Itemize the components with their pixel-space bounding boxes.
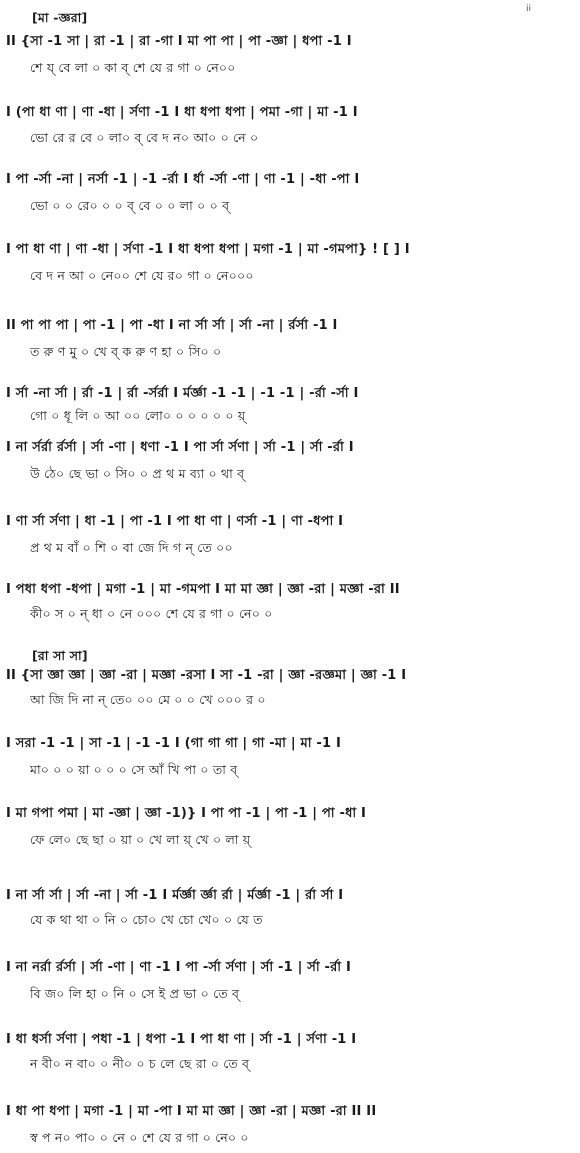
notation-line: II {সা জ্ঞা জ্ঞা | জ্ঞা -রা | মজ্ঞা -রসা I সা -1 -রা | জ্ঞা -রজ্ঞমা | জ্ঞা -1 I <box>6 668 407 683</box>
notation-line: I (পা ধা ণা | ণা -ধা | র্সণা -1 I ধা ধপা ধপা | পমা -গা | মা -1 I <box>6 105 358 120</box>
notation-line: I না র্সা র্সা | র্সা -না | র্সা -1 I র্মর্জ্ঞা র্জ্ঞা র্রা | র্মর্জ্ঞা -1 | র্রা র্সা I <box>6 888 344 903</box>
notation-bracket: [রা সা সা] <box>32 648 88 663</box>
notation-line: II {সা -1 সা | রা -1 | রা -গা I মা পা পা | পা -জ্ঞা | ধপা -1 I <box>6 34 352 49</box>
lyric-line: উ ঠে০ ছে ভা ০ সি০ ০ প্র থ ম ব্যা ০ থা ব্ <box>30 466 245 481</box>
notation-line: I পা ধা ণা | ণা -ধা | র্সণা -1 I ধা ধপা ধপা | মগা -1 | মা -গমপা} ! [ ] I <box>6 242 410 257</box>
lyric-line: আ জি দি না ন্ তে০ ০০ মে ০ ০ খে ০০০ র ০ <box>30 692 266 707</box>
lyric-line: শে য্ বে লা ০ কা ব্ শে যে র গা ০ নে০০ <box>30 60 236 75</box>
lyric-line: ফে লে০ ছে ছা ০ য়া ০ খে লা য়্ খে ০ লা য়্ <box>30 832 251 847</box>
notation-line: I র্সা -না র্সা | র্রা -1 | র্রা -র্সর্রা I র্মর্জ্ঞা -1 -1 | -1 -1 | -র্রা -র্সা I <box>6 386 359 401</box>
lyric-line: স্ব প ন০ পা০ ০ নে ০ শে যে র গা ০ নে০ ০ <box>30 1130 249 1145</box>
notation-line: I ণা র্সা র্সণা | ধা -1 | পা -1 I পা ধা ণা | ণর্সা -1 | ণা -ধপা I <box>6 514 344 529</box>
notation-line: I পধা ধপা -ধপা | মগা -1 | মা -গমপা I মা মা জ্ঞা | জ্ঞা -রা | মজ্ঞা -রা II <box>6 582 400 597</box>
notation-line: I না নর্রা র্রর্সা | র্সা -ণা | ণা -1 I পা -র্সা র্সণা | র্সা -1 | র্সা -র্রা I <box>6 960 352 975</box>
lyric-line: ভো ০ ০ রে০ ০ ০ ব্ বে ০ ০ লা ০ ০ ব্ <box>30 198 230 213</box>
lyric-line: কী০ স ০ ন্ ধা ০ নে ০০০ শে যে র গা ০ নে০ ০ <box>30 606 273 621</box>
page-mark: ii <box>526 4 532 14</box>
lyric-line: প্র থ ম বাঁ ০ শি ০ বা জে দি গ ন্ তে ০০ <box>30 540 233 555</box>
lyric-line: মা০ ০ ০ য়া ০ ০ ০ সে আঁ খি পা ০ তা ব্ <box>30 762 238 777</box>
notation-line: I সরা -1 -1 | সা -1 | -1 -1 I (গা গা গা | গা -মা | মা -1 I <box>6 736 342 751</box>
lyric-line: ভো রে র বে ০ লা০ ব্ বে দ ন০ আ০ ০ নে ০ <box>30 130 259 145</box>
notation-line: I মা গপা পমা | মা -জ্ঞা | জ্ঞা -1)} I পা পা -1 | পা -1 | পা -ধা I <box>6 806 367 821</box>
lyric-line: বে দ ন আ ০ নে০০ শে যে র০ গা ০ নে০০০ <box>30 268 254 283</box>
notation-line: I ধা ধর্সা র্সণা | পধা -1 | ধপা -1 I পা ধা ণা | র্সা -1 | র্সণা -1 I <box>6 1032 357 1047</box>
lyric-line: বি জ০ লি হা ০ নি ০ সে ই প্র ভা ০ তে ব্ <box>30 986 240 1001</box>
lyric-line: যে ক থা থা ০ নি ০ চো০ খে চো খে০ ০ যে ত <box>30 912 263 927</box>
lyric-line: গো ০ ধূ লি ০ আ ০০ লো০ ০ ০ ০ ০ ০ য়্ <box>30 408 246 423</box>
notation-line: II পা পা পা | পা -1 | পা -ধা I না র্সা র্সা | র্সা -না | র্রর্সা -1 I <box>6 318 338 333</box>
notation-line: I পা -র্সা -না | নর্সা -1 | -1 -র্রা I র্ধা -র্সা -ণা | ণা -1 | -ধা -পা I <box>6 172 360 187</box>
notation-line: I না র্সর্রা র্রর্সা | র্সা -ণা | ধণা -1 I পা র্সা র্সণা | র্সা -1 | র্সা -র্রা I <box>6 440 354 455</box>
notation-bracket: [মা -জ্ঞরা] <box>32 10 88 25</box>
lyric-line: ত রু ণ মু ০ খে ব্ ক রু ণ হা ০ সি০ ০ <box>30 344 222 359</box>
notation-line: I ধা পা ধপা | মগা -1 | মা -পা I মা মা জ্ঞা | জ্ঞা -রা | মজ্ঞা -রা II II <box>6 1104 377 1119</box>
lyric-line: ন বী০ ন বা০ ০ নী০ ০ চ লে ছে রা ০ তে ব্ <box>30 1056 250 1071</box>
